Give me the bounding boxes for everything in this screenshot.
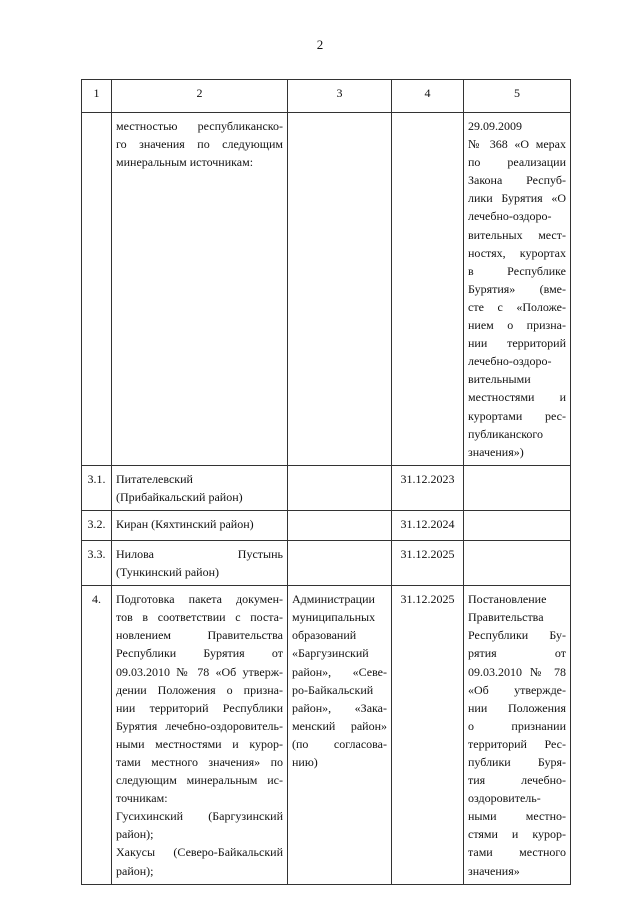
text-line: Питателевский <box>116 471 193 486</box>
text-line: «Баргузинский <box>292 646 369 661</box>
text-line: нию) <box>292 755 318 769</box>
text-line: «Об утвержде- <box>468 682 566 697</box>
responsible-cell <box>288 510 392 540</box>
text-line: территорий Рес- <box>468 736 566 751</box>
header-cell: 3 <box>288 80 392 113</box>
text-line: район», «Севе- <box>292 664 387 679</box>
text-line: 29.09.2009 <box>468 119 522 133</box>
table-row <box>82 113 571 466</box>
text-line: Закона Респуб- <box>468 173 566 188</box>
text-line: точникам: <box>116 791 168 806</box>
text-line: тов в соответствии с поста- <box>116 610 283 625</box>
text-line: лики Бурятия «О <box>468 191 566 206</box>
text-line: публики Буря- <box>468 755 566 769</box>
text-line: № 368 «О мерах <box>468 137 566 152</box>
text-line: ностях, курортах <box>468 245 566 260</box>
deadline-cell: 31.12.2025 <box>392 586 464 885</box>
text-line: лечебно-оздоро- <box>468 209 552 224</box>
legal-basis-cell <box>464 586 571 885</box>
responsible-cell <box>288 540 392 585</box>
text-line: тия лечебно- <box>468 773 566 788</box>
legal-basis-cell <box>464 510 571 540</box>
text-line: новлением Правительства <box>116 628 283 643</box>
header-cell: 5 <box>464 80 571 113</box>
measure-cell <box>112 540 288 585</box>
text-line: минеральным источникам: <box>116 155 254 170</box>
page-number: 2 <box>316 37 324 52</box>
text-line: вительными <box>468 372 531 387</box>
deadline-cell: 31.12.2023 <box>392 465 464 510</box>
measure-cell <box>112 586 288 885</box>
text-line: Республики Бурятия от <box>116 646 283 661</box>
text-line: нием о призна- <box>468 318 566 333</box>
measures-table <box>81 79 571 885</box>
text-line: Подготовка пакета докумен- <box>116 592 283 607</box>
text-line: ными местностями и курор- <box>116 736 283 751</box>
text-line: Гусихинский (Баргузинский <box>116 809 283 824</box>
text-line: рятия от <box>468 646 566 661</box>
text-line: публиканского <box>468 426 544 441</box>
text-line: нии территорий <box>468 336 566 351</box>
text-line: район», «Зака- <box>292 700 387 715</box>
text-line: Хакусы (Северо-Байкальский <box>116 845 283 860</box>
row-number-cell: 3.2. <box>82 510 112 540</box>
text-line: (по согласова- <box>292 736 387 751</box>
deadline-cell: 31.12.2025 <box>392 540 464 585</box>
text-line: (Тункинский район) <box>116 565 219 580</box>
row-number-cell: 3.3. <box>82 540 112 585</box>
text-line: Бурятия лечебно-оздоровитель- <box>116 718 283 733</box>
text-line: значения» <box>468 863 520 878</box>
text-line: Правительства <box>468 610 544 625</box>
text-line: лечебно-оздоро- <box>468 354 552 369</box>
measure-cell <box>112 465 288 510</box>
text-line: тами местного значения» по <box>116 755 283 769</box>
text-line: Киран (Кяхтинский район) <box>116 516 254 531</box>
text-line: муниципальных <box>292 610 376 625</box>
text-line: Администрации <box>292 592 375 607</box>
text-line: по реализации <box>468 155 566 170</box>
text-line: курортами рес- <box>468 408 566 423</box>
text-line: район); <box>116 827 154 842</box>
table-row <box>82 540 571 585</box>
measure-cell <box>112 113 288 466</box>
deadline-cell: 31.12.2024 <box>392 510 464 540</box>
text-line: район); <box>116 863 154 878</box>
table-row <box>82 586 571 885</box>
text-line: значения») <box>468 444 524 459</box>
text-line: сте с «Положе- <box>468 299 566 314</box>
text-line: Нилова Пустынь <box>116 546 283 561</box>
text-line: Бурятия» (вме- <box>468 281 566 296</box>
row-number-cell: 3.1. <box>82 465 112 510</box>
text-line: 09.03.2010 № 78 <box>468 664 566 679</box>
text-line: о признании <box>468 718 566 733</box>
responsible-cell <box>288 586 392 885</box>
responsible-cell <box>288 465 392 510</box>
text-line: местностями и <box>468 390 566 405</box>
table-row <box>82 510 571 540</box>
deadline-cell <box>392 113 464 466</box>
text-line: образований <box>292 628 357 643</box>
measure-cell <box>112 510 288 540</box>
text-line: го значения по следующим <box>116 137 283 152</box>
legal-basis-cell <box>464 113 571 466</box>
text-line: оздоровитель- <box>468 791 541 806</box>
text-line: (Прибайкальский район) <box>116 489 243 504</box>
table-row <box>82 465 571 510</box>
header-cell: 2 <box>112 80 288 113</box>
text-line: стями и курор- <box>468 827 566 842</box>
header-cell: 4 <box>392 80 464 113</box>
header-cell: 1 <box>82 80 112 113</box>
row-number-cell: 4. <box>82 586 112 885</box>
text-line: в Республике <box>468 263 566 278</box>
text-line: ными местно- <box>468 809 566 824</box>
text-line: 09.03.2010 № 78 «Об утверж- <box>116 664 283 679</box>
text-line: вительных мест- <box>468 227 566 242</box>
text-line: следующим минеральным ис- <box>116 773 283 788</box>
legal-basis-cell <box>464 465 571 510</box>
text-line: нии Положения <box>468 700 566 715</box>
table-header-row <box>82 80 571 113</box>
text-line: дении Положения о призна- <box>116 682 283 697</box>
row-number-cell <box>82 113 112 466</box>
text-line: ро-Байкальский <box>292 682 374 697</box>
text-line: нии территорий Республики <box>116 700 283 715</box>
responsible-cell <box>288 113 392 466</box>
text-line: Постановление <box>468 592 547 607</box>
text-line: местностью республиканско- <box>116 119 283 133</box>
text-line: менский район» <box>292 718 387 733</box>
text-line: тами местного <box>468 845 566 860</box>
text-line: Республики Бу- <box>468 628 566 643</box>
legal-basis-cell <box>464 540 571 585</box>
